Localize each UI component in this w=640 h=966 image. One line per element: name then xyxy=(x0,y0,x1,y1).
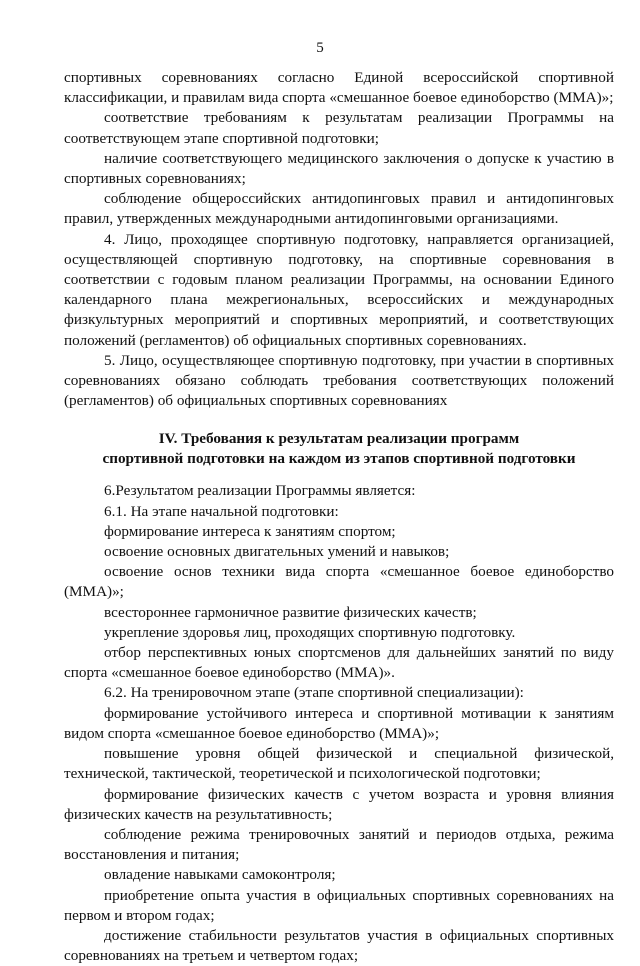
paragraph: овладение навыками самоконтроля; xyxy=(104,866,336,884)
paragraphs-top xyxy=(64,68,614,411)
paragraphs-bottom xyxy=(64,481,614,966)
paragraph: достижение стабильности результатов участия в официальных спортивных соревнованиях на третьем и четвертом годах; xyxy=(64,926,614,965)
paragraph: формирование физических качеств с учетом возраста и уровня влияния физических качеств на результативность; xyxy=(64,785,614,823)
section-heading-line: спортивной подготовки на каждом из этапов спортивной подготовки xyxy=(102,450,576,468)
paragraph: наличие соответствующего медицинского заключения о допуске к участию в спортивных соревнованиях; xyxy=(64,149,614,188)
paragraph: 4. Лицо, проходящее спортивную подготовку, направляется организацией, осуществляющей спортивную подготовку, на спортивные соревнования в соответствии с годовым планом реализации Программы, на основании Единого календарного плана межрегиональных, всероссийских и международных физкультурных мероприятий и спортивных мероприятий, и соответствующих положений (регламентов) об официальных спортивных соревнованиях. xyxy=(64,230,614,349)
paragraph: 6.2. На тренировочном этапе (этапе спортивной специализации): xyxy=(104,684,524,702)
paragraph: 6.Результатом реализации Программы является: xyxy=(104,482,416,500)
section-heading xyxy=(64,429,614,469)
paragraph: 5. Лицо, осуществляющее спортивную подготовку, при участии в спортивных соревнованиях обязано соблюдать требования соответствующих положений (регламентов) об официальных спортивных соревнованиях xyxy=(64,351,614,410)
paragraph: спортивных соревнованиях согласно Единой всероссийской спортивной классификации, и правилам вида спорта «смешанное боевое единоборство (ММА)»; xyxy=(64,69,614,107)
paragraph: повышение уровня общей физической и специальной физической, технической, тактической, теоретической и психологической подготовки; xyxy=(64,745,614,783)
paragraph: отбор перспективных юных спортсменов для дальнейших занятий по виду спорта «смешанное боевое единоборство (ММА)». xyxy=(64,644,614,682)
paragraph: всестороннее гармоничное развитие физических качеств; xyxy=(104,603,477,621)
section-heading-line: IV. Требования к результатам реализации программ xyxy=(158,430,520,448)
paragraph: соответствие требованиям к результатам реализации Программы на соответствующем этапе спортивной подготовки; xyxy=(64,109,614,147)
paragraph: освоение основных двигательных умений и навыков; xyxy=(104,543,450,561)
page-number: 5 xyxy=(316,40,324,56)
paragraph: освоение основ техники вида спорта «смешанное боевое единоборство (ММА)»; xyxy=(64,563,614,601)
paragraph: соблюдение режима тренировочных занятий и периодов отдыха, режима восстановления и питания; xyxy=(64,825,614,864)
paragraph: приобретение опыта участия в официальных спортивных соревнованиях на первом и втором годах; xyxy=(64,886,614,924)
paragraph: соблюдение общероссийских антидопинговых правил и антидопинговых правил, утвержденных международными антидопинговыми организациями. xyxy=(64,190,614,228)
paragraph: 6.1. На этапе начальной подготовки: xyxy=(104,502,339,520)
document-body xyxy=(64,68,614,966)
paragraph: укрепление здоровья лиц, проходящих спортивную подготовку. xyxy=(104,623,516,641)
paragraph: формирование устойчивого интереса и спортивной мотивации к занятиям видом спорта «смешанное боевое единоборство (ММА)»; xyxy=(64,704,614,742)
paragraph: формирование интереса к занятиям спортом; xyxy=(104,522,396,540)
